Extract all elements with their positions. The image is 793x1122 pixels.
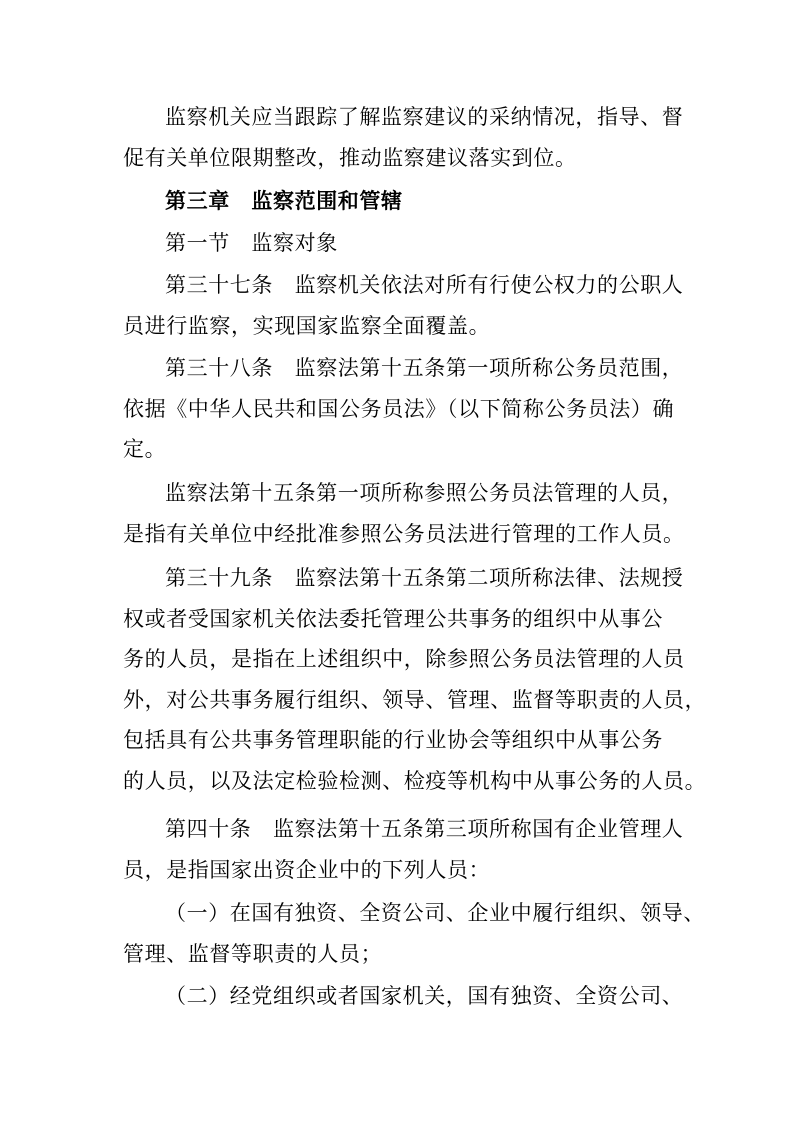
text-line: 员进行监察，实现国家监察全面覆盖。: [123, 313, 491, 338]
article-40-item-2: [123, 976, 683, 1017]
chapter-title: 第三章 监察范围和管辖: [165, 189, 403, 213]
section-heading: [123, 223, 683, 264]
text-line: 员，是指国家出资企业中的下列人员：: [123, 857, 491, 882]
text-line: 外，对公共事务履行组织、领导、管理、监督等职责的人员，: [123, 687, 707, 712]
text-line: 定。: [123, 437, 167, 461]
article-40-item-1: [123, 893, 705, 974]
article-39: [123, 558, 707, 801]
text-line: 包括具有公共事务管理职能的行业协会等组织中从事公务: [123, 728, 663, 752]
paragraph-supervision-suggestions: [123, 97, 683, 178]
text-line: （二）经党组织或者国家机关，国有独资、全资公司、: [165, 984, 684, 1008]
text-line: 第三十七条 监察机关依法对所有行使公权力的公职人: [165, 273, 684, 297]
article-38-paragraph-2: [123, 473, 683, 554]
article-38: [123, 348, 683, 470]
section-title: 第一节 监察对象: [165, 231, 338, 255]
text-line: 监察法第十五条第一项所称参照公务员法管理的人员，: [165, 481, 684, 505]
chapter-heading: [123, 181, 683, 222]
text-line: 是指有关单位中经批准参照公务员法进行管理的工作人员。: [123, 521, 685, 546]
text-line: 依据《中华人民共和国公务员法》（以下简称公务员法）确: [123, 396, 675, 421]
text-line: 务的人员，是指在上述组织中，除参照公务员法管理的人员: [123, 647, 685, 671]
text-line: 的人员，以及法定检验检测、检疫等机构中从事公务的人员。: [123, 768, 707, 793]
text-line: 第三十九条 监察法第十五条第二项所称法律、法规授: [165, 566, 684, 590]
text-line: 监察机关应当跟踪了解监察建议的采纳情况，指导、督: [165, 105, 684, 129]
text-line: 权或者受国家机关依法委托管理公共事务的组织中从事公: [123, 606, 663, 631]
text-line: 管理、监督等职责的人员；: [123, 941, 383, 966]
text-line: 第三十八条 监察法第十五条第一项所称公务员范围，: [165, 356, 684, 380]
article-37: [123, 265, 683, 346]
text-line: 第四十条 监察法第十五条第三项所称国有企业管理人: [165, 817, 684, 841]
text-line: 促有关单位限期整改，推动监察建议落实到位。: [123, 145, 577, 170]
article-40: [123, 809, 683, 890]
text-line: （一）在国有独资、全资公司、企业中履行组织、领导、: [165, 901, 705, 925]
